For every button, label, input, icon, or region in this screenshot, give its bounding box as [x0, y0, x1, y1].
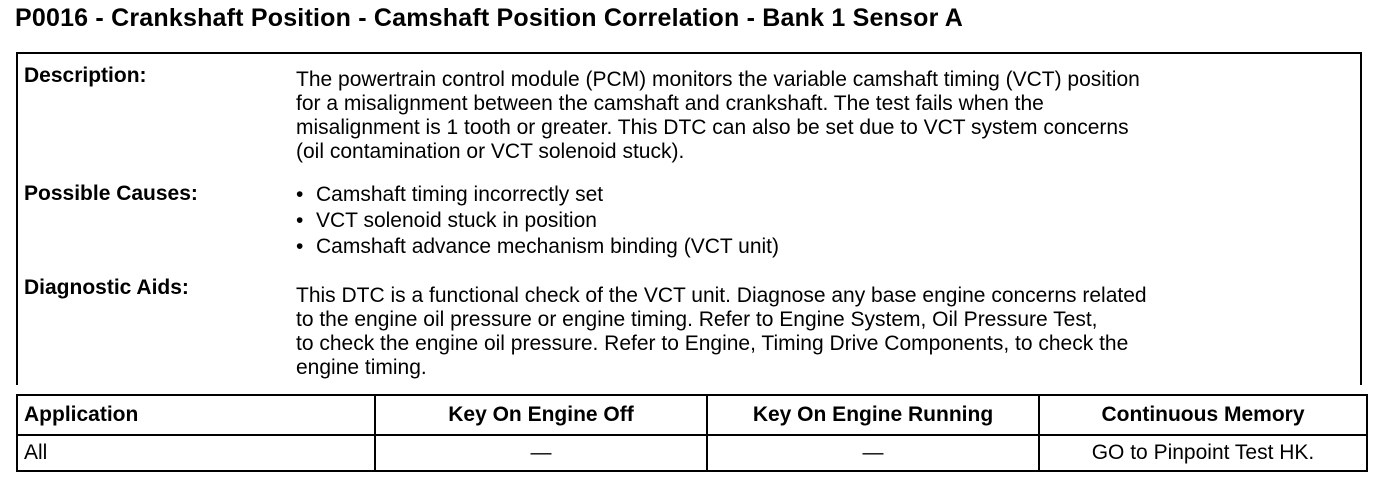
diagnostic-aids-text — [296, 284, 1147, 380]
table-header-row — [17, 395, 1367, 435]
diagnostic-aids-label: Diagnostic Aids: — [24, 276, 189, 299]
continuous-memory-header: Continuous Memory — [1039, 395, 1367, 435]
key-on-engine-off-cell: — — [375, 435, 707, 471]
diagnostic-aids-line: to check the engine oil pressure. Refer to Engine, Timing Drive Components, to check the — [296, 332, 1129, 355]
diagnostic-aids-line: to the engine oil pressure or engine timing. Refer to Engine System, Oil Pressure Test, — [296, 308, 1098, 331]
description-line: The powertrain control module (PCM) monitors the variable camshaft timing (VCT) position — [296, 68, 1140, 91]
application-table — [16, 394, 1368, 472]
possible-causes-label: Possible Causes: — [24, 182, 198, 205]
description-line: for a misalignment between the camshaft and crankshaft. The test fails when the — [296, 92, 1044, 115]
possible-causes-list — [296, 182, 779, 260]
table-row — [17, 435, 1367, 471]
page-title: P0016 - Crankshaft Position - Camshaft Position Correlation - Bank 1 Sensor A — [15, 4, 964, 32]
key-on-engine-running-cell: — — [707, 435, 1039, 471]
description-text — [296, 68, 1140, 164]
description-label: Description: — [24, 64, 147, 87]
application-cell: All — [17, 435, 375, 471]
description-line: misalignment is 1 tooth or greater. This DTC can also be set due to VCT system concerns — [296, 116, 1129, 139]
diagnostic-aids-line: This DTC is a functional check of the VCT unit. Diagnose any base engine concerns related — [296, 284, 1147, 307]
key-on-engine-off-header: Key On Engine Off — [375, 395, 707, 435]
list-item: • Camshaft timing incorrectly set — [296, 182, 779, 208]
list-item: • Camshaft advance mechanism binding (VCT unit) — [296, 234, 779, 260]
continuous-memory-cell: GO to Pinpoint Test HK. — [1039, 435, 1367, 471]
key-on-engine-running-header: Key On Engine Running — [707, 395, 1039, 435]
application-header: Application — [17, 395, 375, 435]
diagnostic-aids-line: engine timing. — [296, 356, 427, 379]
dtc-description-box — [16, 52, 1362, 385]
description-line: (oil contamination or VCT solenoid stuck). — [296, 140, 685, 163]
list-item: • VCT solenoid stuck in position — [296, 208, 779, 234]
